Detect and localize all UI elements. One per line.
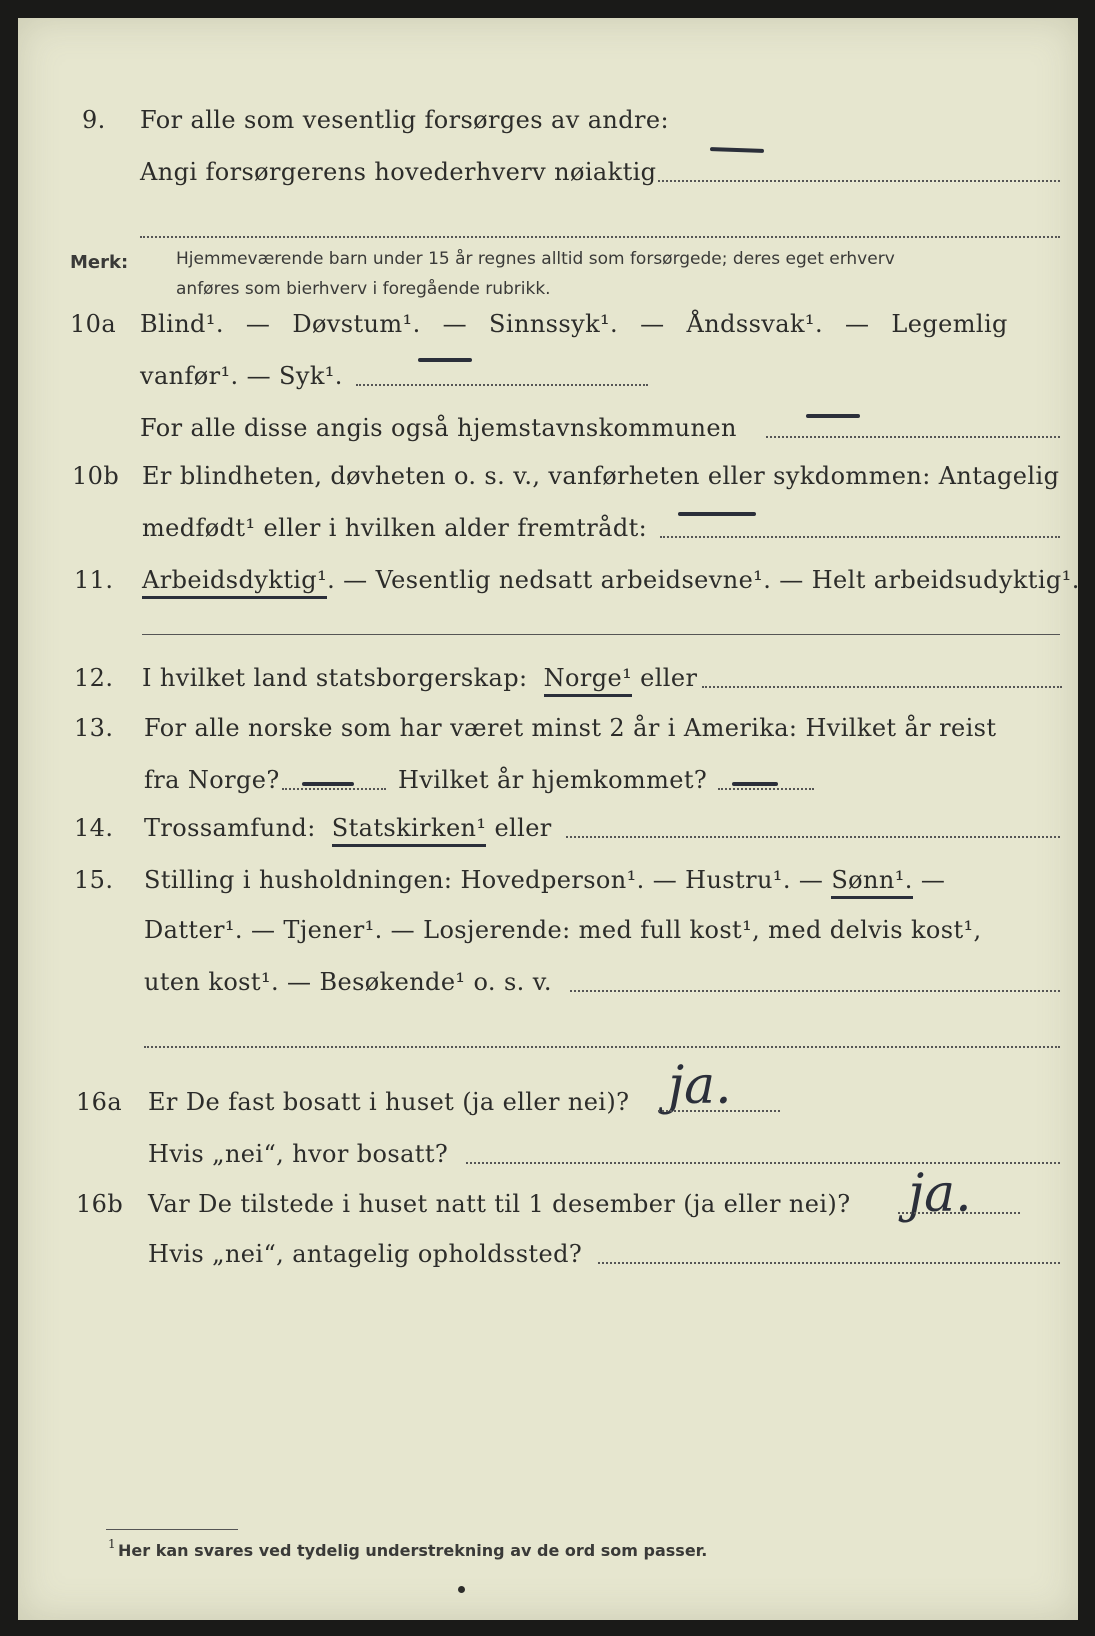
question-text: uten kost¹. — Besøkende¹ o. s. v.	[144, 968, 552, 996]
answer-field[interactable]	[658, 180, 1060, 182]
answer-field[interactable]	[598, 1262, 1060, 1264]
answer-field[interactable]	[766, 436, 1060, 438]
question-text: For alle norske som har været minst 2 år i Amerika: Hvilket år reist	[144, 714, 997, 742]
note-line: anføres som bierhverv i foregående rubrikk.	[176, 279, 551, 299]
handwritten-answer[interactable]: ja.	[668, 1056, 732, 1116]
prompt: I hvilket land statsborgerskap:	[142, 664, 528, 692]
question-text: vanfør¹. — Syk¹.	[140, 362, 343, 390]
note-text	[176, 244, 895, 304]
question-text: fra Norge?	[144, 766, 280, 794]
footnote-text: Her kan svares ved tydelig understrekning av de ord som passer.	[118, 1541, 708, 1560]
dash-mark	[678, 512, 756, 516]
dash-mark	[732, 782, 778, 786]
selected-option[interactable]: Statskirken¹	[332, 814, 487, 847]
question-number: 16a	[76, 1088, 123, 1116]
answer-field[interactable]	[718, 788, 814, 790]
dash-mark	[302, 782, 354, 786]
note-label: Merk:	[70, 252, 129, 273]
answer-field[interactable]	[282, 788, 386, 790]
question-text: Er De fast bosatt i huset (ja eller nei)?	[148, 1088, 630, 1116]
question-number: 16b	[76, 1190, 124, 1218]
question-text: medfødt¹ eller i hvilken alder fremtrådt:	[142, 514, 648, 542]
question-number: 10a	[70, 310, 117, 338]
option-text: —	[920, 866, 946, 894]
punch-dot	[458, 1586, 465, 1593]
question-number: 11.	[74, 566, 114, 594]
answer-field[interactable]	[702, 686, 1062, 688]
question-number: 14.	[74, 814, 114, 842]
handwritten-answer[interactable]: ja.	[908, 1164, 972, 1224]
answer-field[interactable]	[658, 1110, 780, 1112]
answer-field[interactable]	[898, 1212, 1020, 1214]
answer-field[interactable]	[660, 536, 1060, 538]
question-text	[142, 664, 697, 692]
question-text	[144, 866, 945, 894]
question-text: Er blindheten, døvheten o. s. v., vanførheten eller sykdommen: Antagelig	[142, 462, 1060, 490]
option-text: eller	[640, 664, 698, 692]
question-number: 10b	[72, 462, 120, 490]
option-text: . — Vesentlig nedsatt arbeidsevne¹. — Helt arbeidsudyktig¹.	[327, 566, 1080, 594]
dash-mark	[806, 414, 860, 418]
question-number: 15.	[74, 866, 114, 894]
option-text: eller	[494, 814, 552, 842]
question-number: 13.	[74, 714, 114, 742]
question-text: Angi forsørgerens hovederhverv nøiaktig	[140, 158, 657, 186]
question-text	[144, 814, 552, 842]
prompt: Stilling i husholdningen: Hovedperson¹. — Hustru¹. —	[144, 866, 824, 894]
answer-field[interactable]	[144, 1046, 1060, 1048]
footnote-marker: 1	[108, 1537, 116, 1551]
answer-field[interactable]	[356, 384, 648, 386]
answer-line[interactable]	[142, 634, 1060, 635]
question-text: Datter¹. — Tjener¹. — Losjerende: med full kost¹, med delvis kost¹,	[144, 916, 982, 944]
answer-field[interactable]	[570, 990, 1060, 992]
question-text: For alle disse angis også hjemstavnskommunen	[140, 414, 737, 442]
question-text: Hvis „nei“, antagelig opholdssted?	[148, 1240, 583, 1268]
answer-field[interactable]	[566, 836, 1060, 838]
question-text: Blind¹. — Døvstum¹. — Sinnssyk¹. — Åndssvak¹. — Legemlig	[140, 310, 1008, 338]
selected-option[interactable]: Arbeidsdyktig¹	[142, 566, 327, 599]
census-form-page	[18, 18, 1078, 1620]
selected-option[interactable]: Sønn¹.	[831, 866, 912, 899]
question-text: Hvis „nei“, hvor bosatt?	[148, 1140, 449, 1168]
question-text: For alle som vesentlig forsørges av andre:	[140, 106, 670, 134]
question-text	[142, 566, 1080, 594]
answer-field[interactable]	[140, 236, 1060, 238]
note-line: Hjemmeværende barn under 15 år regnes alltid som forsørgede; deres eget erhverv	[176, 249, 895, 269]
selected-option[interactable]: Norge¹	[544, 664, 633, 697]
prompt: Trossamfund:	[144, 814, 316, 842]
question-text: Hvilket år hjemkommet?	[398, 766, 708, 794]
footnote-rule	[106, 1529, 238, 1530]
dash-mark	[710, 147, 764, 153]
question-number: 12.	[74, 664, 114, 692]
question-text: Var De tilstede i huset natt til 1 desember (ja eller nei)?	[148, 1190, 851, 1218]
dash-mark	[418, 358, 472, 362]
question-number: 9.	[82, 106, 106, 134]
